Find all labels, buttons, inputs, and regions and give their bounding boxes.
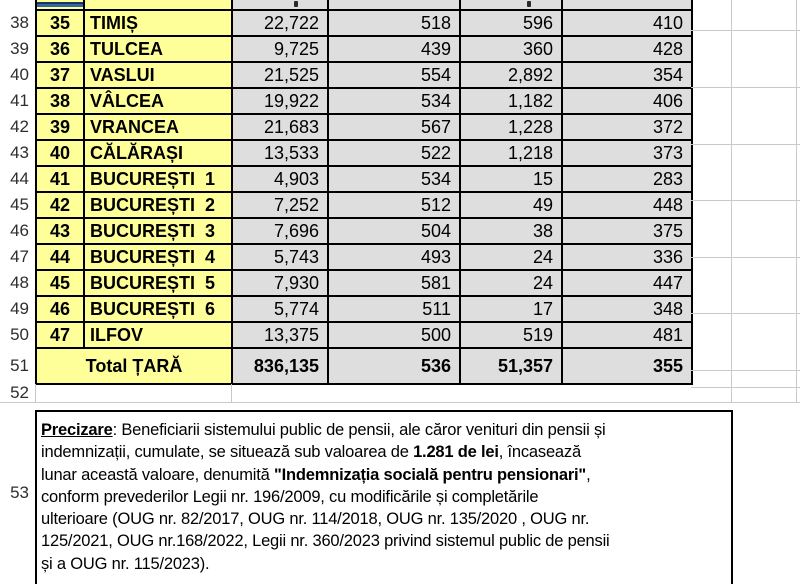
row-header-42[interactable]: 42	[10, 117, 29, 136]
cell-county-name[interactable]: TIMIȘ	[84, 10, 232, 36]
table-row	[36, 88, 692, 114]
note-line	[41, 553, 727, 575]
cell-value[interactable]: 448	[562, 192, 692, 218]
cell-value[interactable]: 49	[460, 192, 562, 218]
cell-value[interactable]: 581	[328, 270, 460, 296]
cell-value[interactable]: 493	[328, 244, 460, 270]
cell-county-number[interactable]: 35	[36, 10, 84, 36]
table-row	[36, 62, 692, 88]
note-segment: , încasează	[498, 443, 581, 462]
note-segment: și a OUG nr. 115/2023).	[41, 554, 210, 573]
note-segment: 125/2021, OUG nr.168/2022, Legii nr. 360/2023 privind sistemul public de pensii	[41, 532, 610, 551]
cell-county-number[interactable]: 39	[36, 114, 84, 140]
cell-value[interactable]: 519	[460, 322, 562, 348]
row-header-44[interactable]: 44	[10, 169, 29, 188]
cell-county-number[interactable]: 36	[36, 36, 84, 62]
cell-value[interactable]: 24	[460, 270, 562, 296]
cell-total-value[interactable]: 536	[328, 348, 460, 384]
gridline	[691, 257, 800, 258]
row-header-45[interactable]: 45	[10, 195, 29, 214]
cell-value[interactable]: 372	[562, 114, 692, 140]
gridline	[691, 144, 800, 145]
cell-value[interactable]: 7,696	[232, 218, 328, 244]
note-segment: conform prevederilor Legii nr. 196/2009, cu modificările și completările	[41, 487, 539, 506]
cell-value[interactable]: 500	[328, 322, 460, 348]
cell-county-name[interactable]: BUCUREȘTI 3	[84, 218, 232, 244]
partial-cell[interactable]	[562, 0, 692, 10]
table-row	[36, 244, 692, 270]
cell-county-name[interactable]: CĂLĂRAȘI	[84, 140, 232, 166]
cell-value[interactable]: 554	[328, 62, 460, 88]
clipped-digit-mark	[527, 1, 531, 7]
partial-row	[36, 0, 692, 10]
note-segment: 1.281 de lei	[413, 443, 499, 462]
cell-value[interactable]: 13,533	[232, 140, 328, 166]
cell-county-name[interactable]: ILFOV	[84, 322, 232, 348]
table-row	[36, 322, 692, 348]
gridline	[0, 402, 800, 403]
note-segment: ulterioare (OUG nr. 82/2017, OUG nr. 114/2018, OUG nr. 135/2020 , OUG nr.	[41, 510, 590, 529]
note-line	[41, 464, 727, 486]
cell-county-number[interactable]: 44	[36, 244, 84, 270]
cell-value[interactable]: 5,743	[232, 244, 328, 270]
gridline	[691, 313, 800, 314]
cell-county-number[interactable]: 46	[36, 296, 84, 322]
cell-value[interactable]: 7,252	[232, 192, 328, 218]
gridline	[35, 384, 36, 402]
cell-value[interactable]: 447	[562, 270, 692, 296]
cell-value[interactable]: 522	[328, 140, 460, 166]
cell-county-number[interactable]: 43	[36, 218, 84, 244]
cell-county-name[interactable]: BUCUREȘTI 5	[84, 270, 232, 296]
cell-value[interactable]: 375	[562, 218, 692, 244]
partial-cell[interactable]	[36, 0, 84, 10]
gridline	[231, 384, 232, 402]
note-segment: indemnizații, cumulate, se situează sub valoarea de	[41, 443, 414, 462]
note-line	[41, 486, 727, 508]
cell-value[interactable]: 567	[328, 114, 460, 140]
note-text	[41, 419, 727, 575]
cell-value[interactable]: 283	[562, 166, 692, 192]
blue-strip	[37, 2, 83, 7]
note-segment: lunar această valoare, denumită	[41, 465, 274, 484]
cell-county-name[interactable]: VRANCEA	[84, 114, 232, 140]
cell-value[interactable]: 21,683	[232, 114, 328, 140]
gridline	[691, 30, 800, 31]
table-row	[36, 166, 692, 192]
cell-county-name[interactable]: BUCUREȘTI 4	[84, 244, 232, 270]
table-row	[36, 218, 692, 244]
gridline	[691, 87, 800, 88]
cell-county-number[interactable]: 40	[36, 140, 84, 166]
row-header-49[interactable]: 49	[10, 299, 29, 318]
table-row	[36, 192, 692, 218]
cell-value[interactable]: 406	[562, 88, 692, 114]
row-header-53[interactable]: 53	[10, 483, 29, 502]
gridline	[691, 200, 800, 201]
table-row	[36, 296, 692, 322]
cell-value[interactable]: 15	[460, 166, 562, 192]
row-header-38[interactable]: 38	[10, 13, 29, 32]
cell-value[interactable]: 4,903	[232, 166, 328, 192]
row-header-51[interactable]: 51	[10, 356, 29, 375]
row-header-48[interactable]: 48	[10, 273, 29, 292]
data-table	[35, 0, 693, 385]
cell-value[interactable]: 518	[328, 10, 460, 36]
cell-value[interactable]: 5,774	[232, 296, 328, 322]
cell-county-number[interactable]: 45	[36, 270, 84, 296]
cell-value[interactable]: 481	[562, 322, 692, 348]
partial-cell[interactable]	[84, 0, 232, 10]
note-box[interactable]	[35, 410, 733, 584]
note-segment: ,	[586, 465, 591, 484]
note-line	[41, 441, 727, 463]
note-line	[41, 419, 727, 441]
cell-value[interactable]: 17	[460, 296, 562, 322]
partial-cell[interactable]	[328, 0, 460, 10]
cell-value[interactable]: 7,930	[232, 270, 328, 296]
cell-total-value[interactable]: 836,135	[232, 348, 328, 384]
partial-cell[interactable]	[232, 0, 328, 10]
note-segment: Precizare	[41, 421, 113, 439]
gridline	[691, 370, 800, 371]
gridline	[796, 0, 797, 402]
cell-value[interactable]: 534	[328, 88, 460, 114]
cell-value[interactable]: 1,228	[460, 114, 562, 140]
row-header-40[interactable]: 40	[10, 65, 29, 84]
cell-county-name[interactable]: TULCEA	[84, 36, 232, 62]
cell-county-name[interactable]: VÂLCEA	[84, 88, 232, 114]
cell-county-number[interactable]: 38	[36, 88, 84, 114]
cell-value[interactable]: 439	[328, 36, 460, 62]
cell-county-name[interactable]: BUCUREȘTI 6	[84, 296, 232, 322]
row-header-41[interactable]: 41	[10, 91, 29, 110]
gridline	[691, 387, 800, 388]
cell-value[interactable]: 19,922	[232, 88, 328, 114]
table-row	[36, 140, 692, 166]
clipped-digit-mark	[294, 1, 298, 7]
note-line	[41, 530, 727, 552]
total-row	[36, 348, 692, 384]
cell-value[interactable]: 410	[562, 10, 692, 36]
cell-value[interactable]: 1,182	[460, 88, 562, 114]
cell-value[interactable]: 373	[562, 140, 692, 166]
cell-total-label[interactable]: Total ȚARĂ	[36, 348, 232, 384]
cell-county-number[interactable]: 47	[36, 322, 84, 348]
cell-value[interactable]: 512	[328, 192, 460, 218]
row-header-47[interactable]: 47	[10, 247, 29, 266]
cell-value[interactable]: 354	[562, 62, 692, 88]
row-header-43[interactable]: 43	[10, 143, 29, 162]
cell-county-name[interactable]: BUCUREȘTI 1	[84, 166, 232, 192]
row-header-39[interactable]: 39	[10, 39, 29, 58]
cell-value[interactable]: 360	[460, 36, 562, 62]
row-header-52[interactable]: 52	[10, 383, 29, 402]
gridline	[731, 0, 732, 402]
cell-value[interactable]: 534	[328, 166, 460, 192]
cell-value[interactable]: 21,525	[232, 62, 328, 88]
table-row	[36, 114, 692, 140]
cell-value[interactable]: 348	[562, 296, 692, 322]
cell-value[interactable]: 24	[460, 244, 562, 270]
cell-value[interactable]: 428	[562, 36, 692, 62]
cell-value[interactable]: 13,375	[232, 322, 328, 348]
row-header-46[interactable]: 46	[10, 221, 29, 240]
note-segment: "Indemnizația socială pentru pensionari"	[274, 465, 587, 484]
cell-value[interactable]: 38	[460, 218, 562, 244]
cell-value[interactable]: 22,722	[232, 10, 328, 36]
cell-value[interactable]: 2,892	[460, 62, 562, 88]
partial-cell[interactable]	[460, 0, 562, 10]
row-header-50[interactable]: 50	[10, 325, 29, 344]
cell-county-name[interactable]: BUCUREȘTI 2	[84, 192, 232, 218]
table-row	[36, 10, 692, 36]
cell-total-value[interactable]: 51,357	[460, 348, 562, 384]
table-row	[36, 270, 692, 296]
cell-county-name[interactable]: VASLUI	[84, 62, 232, 88]
cell-total-value[interactable]: 355	[562, 348, 692, 384]
table-row	[36, 36, 692, 62]
cell-value[interactable]: 596	[460, 10, 562, 36]
cell-county-number[interactable]: 42	[36, 192, 84, 218]
cell-county-number[interactable]: 41	[36, 166, 84, 192]
cell-value[interactable]: 1,218	[460, 140, 562, 166]
cell-value[interactable]: 504	[328, 218, 460, 244]
note-segment: : Beneficiarii sistemului public de pensii, ale căror venituri din pensii și	[112, 421, 606, 439]
note-line	[41, 508, 727, 530]
cell-value[interactable]: 336	[562, 244, 692, 270]
cell-value[interactable]: 9,725	[232, 36, 328, 62]
cell-value[interactable]: 511	[328, 296, 460, 322]
cell-county-number[interactable]: 37	[36, 62, 84, 88]
